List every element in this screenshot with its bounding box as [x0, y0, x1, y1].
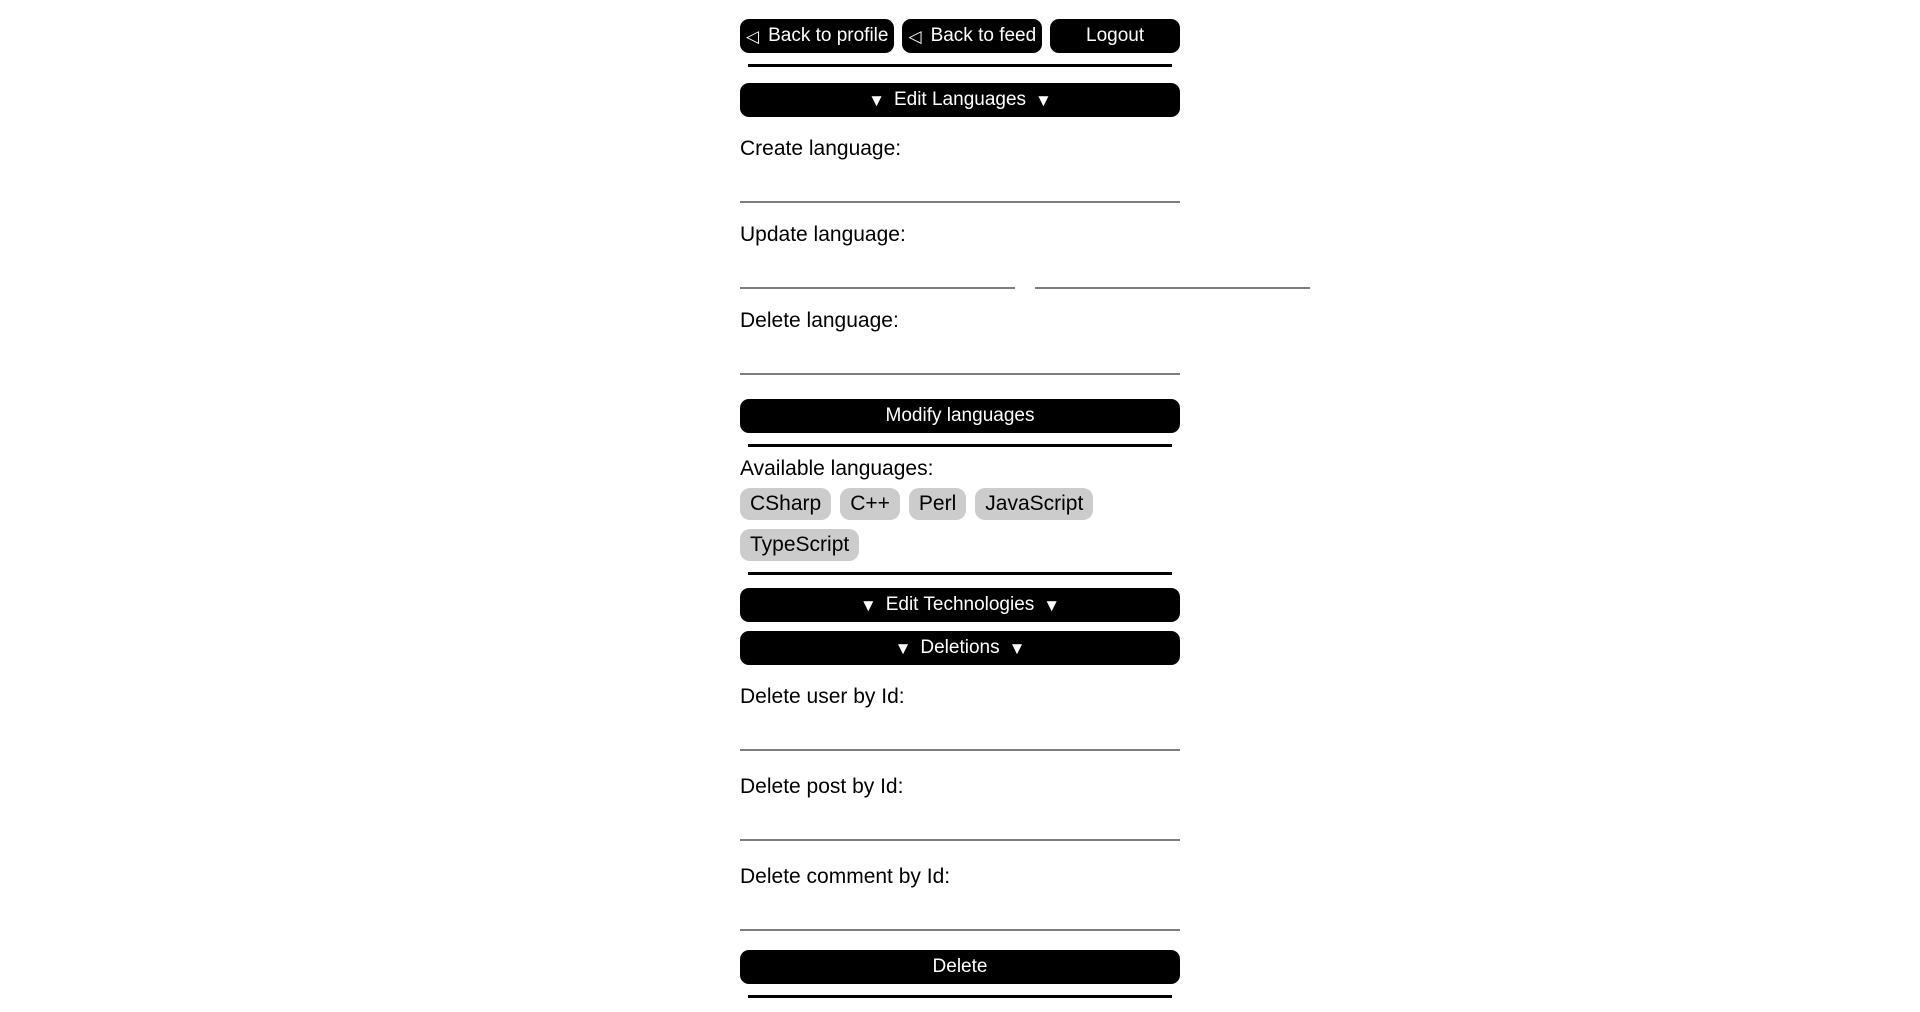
language-tag: TypeScript — [740, 529, 859, 561]
back-to-feed-label: Back to feed — [930, 25, 1037, 46]
chevron-down-icon: ▼ — [1035, 90, 1052, 110]
delete-submit-label: Delete — [932, 956, 988, 977]
available-languages-label: Available languages: — [740, 457, 934, 480]
deletions-toggle-label: Deletions — [920, 637, 1000, 658]
back-icon: ◁ — [908, 26, 922, 46]
edit-languages-toggle-label: Edit Languages — [893, 89, 1027, 110]
language-tag: CSharp — [740, 488, 831, 520]
update-language-label: Update language: — [740, 223, 906, 246]
create-language-label: Create language: — [740, 137, 902, 160]
section-divider — [748, 64, 1172, 67]
language-tags — [740, 488, 1180, 561]
update-language-inputs — [740, 247, 1180, 289]
logout-button[interactable] — [1050, 19, 1180, 53]
chevron-down-icon: ▼ — [894, 638, 912, 658]
logout-label: Logout — [1086, 25, 1145, 46]
section-divider — [748, 444, 1172, 447]
chevron-down-icon: ▼ — [1008, 638, 1026, 658]
chevron-down-icon: ▼ — [859, 595, 877, 615]
delete-user-input[interactable] — [740, 715, 1180, 751]
section-divider — [748, 572, 1172, 575]
delete-post-input[interactable] — [740, 805, 1180, 841]
back-to-profile-label: Back to profile — [768, 25, 889, 46]
modify-languages-label: Modify languages — [885, 405, 1035, 426]
deletions-toggle[interactable] — [740, 631, 1180, 665]
delete-user-label: Delete user by Id: — [740, 685, 905, 708]
modify-languages-button[interactable] — [740, 399, 1180, 433]
delete-comment-label: Delete comment by Id: — [740, 865, 951, 888]
back-to-feed-button[interactable] — [902, 19, 1042, 53]
update-language-new-input[interactable] — [1035, 253, 1310, 289]
language-tag: Perl — [909, 488, 966, 520]
update-language-old-input[interactable] — [740, 253, 1015, 289]
admin-panel — [740, 0, 1180, 998]
create-language-input[interactable] — [740, 167, 1180, 203]
edit-languages-toggle[interactable] — [740, 83, 1180, 117]
chevron-down-icon: ▼ — [868, 90, 885, 110]
chevron-down-icon: ▼ — [1043, 595, 1061, 615]
edit-technologies-toggle[interactable] — [740, 588, 1180, 622]
language-tag: JavaScript — [975, 488, 1093, 520]
delete-submit-button[interactable] — [740, 950, 1180, 984]
back-icon: ◁ — [746, 26, 760, 46]
delete-post-label: Delete post by Id: — [740, 775, 904, 798]
edit-technologies-toggle-label: Edit Technologies — [885, 594, 1035, 615]
back-to-profile-button[interactable] — [740, 19, 894, 53]
section-divider — [748, 995, 1172, 998]
delete-language-label: Delete language: — [740, 309, 899, 332]
delete-language-input[interactable] — [740, 339, 1180, 375]
nav-buttons — [740, 19, 1180, 53]
language-tag: C++ — [840, 488, 900, 520]
delete-comment-input[interactable] — [740, 895, 1180, 931]
